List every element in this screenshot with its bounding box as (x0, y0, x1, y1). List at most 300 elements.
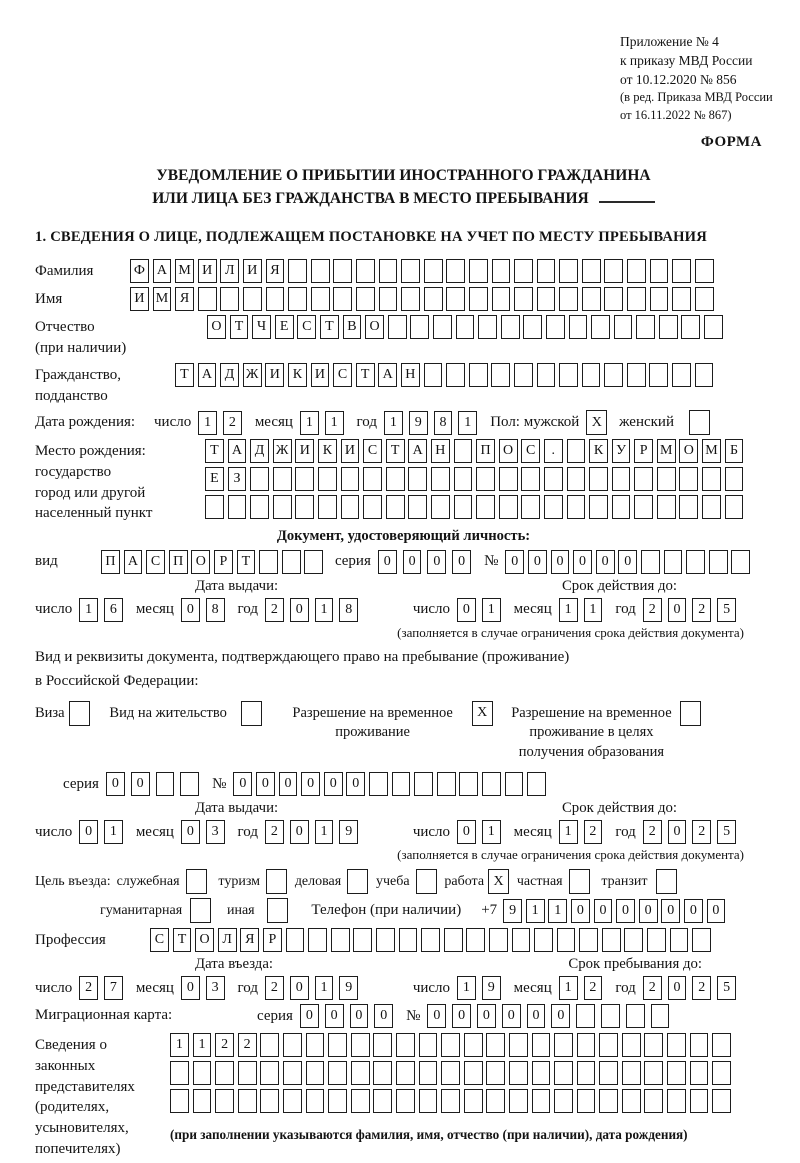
form-cell[interactable] (215, 1061, 234, 1085)
form-cell[interactable] (363, 495, 382, 519)
form-cell[interactable] (679, 467, 698, 491)
form-cell[interactable] (441, 1089, 460, 1113)
form-cell[interactable]: 0 (403, 550, 422, 574)
form-cell[interactable]: О (195, 928, 214, 952)
form-cell[interactable] (527, 772, 546, 796)
form-cell[interactable] (657, 467, 676, 491)
form-cell[interactable] (695, 259, 714, 283)
form-cell[interactable]: Т (237, 550, 256, 574)
form-cell[interactable] (341, 495, 360, 519)
form-cell[interactable] (260, 1033, 279, 1057)
form-cell[interactable] (567, 439, 586, 463)
form-cell[interactable] (589, 495, 608, 519)
form-cell[interactable] (424, 259, 443, 283)
form-cell[interactable]: 1 (79, 598, 98, 622)
form-cell[interactable] (604, 287, 623, 311)
form-cell[interactable] (353, 928, 372, 952)
form-cell[interactable] (286, 928, 305, 952)
form-cell[interactable] (680, 701, 701, 726)
form-cell[interactable] (476, 495, 495, 519)
form-cell[interactable] (537, 259, 556, 283)
form-cell[interactable]: 2 (692, 976, 711, 1000)
form-cell[interactable]: П (169, 550, 188, 574)
form-cell[interactable] (373, 1089, 392, 1113)
form-cell[interactable]: М (175, 259, 194, 283)
form-cell[interactable]: Е (205, 467, 224, 491)
form-cell[interactable]: 2 (223, 411, 242, 435)
form-cell[interactable]: Р (263, 928, 282, 952)
form-cell[interactable] (577, 1089, 596, 1113)
form-cell[interactable] (577, 1033, 596, 1057)
form-cell[interactable] (486, 1033, 505, 1057)
form-cell[interactable] (363, 467, 382, 491)
form-cell[interactable] (582, 259, 601, 283)
form-cell[interactable] (419, 1061, 438, 1085)
form-cell[interactable] (273, 495, 292, 519)
form-cell[interactable] (190, 898, 211, 923)
form-cell[interactable] (308, 928, 327, 952)
form-cell[interactable] (238, 1061, 257, 1085)
form-cell[interactable]: 1 (584, 598, 603, 622)
form-cell[interactable]: 0 (668, 976, 687, 1000)
form-cell[interactable] (259, 550, 278, 574)
form-cell[interactable]: Я (240, 928, 259, 952)
form-cell[interactable] (644, 1033, 663, 1057)
form-cell[interactable] (311, 259, 330, 283)
form-cell[interactable]: С (363, 439, 382, 463)
form-cell[interactable] (356, 287, 375, 311)
form-cell[interactable] (544, 467, 563, 491)
form-cell[interactable] (228, 495, 247, 519)
form-cell[interactable]: Т (173, 928, 192, 952)
form-cell[interactable] (288, 287, 307, 311)
form-cell[interactable]: Ч (252, 315, 271, 339)
form-cell[interactable]: 0 (502, 1004, 521, 1028)
form-cell[interactable]: 2 (238, 1033, 257, 1057)
form-cell[interactable] (622, 1033, 641, 1057)
form-cell[interactable] (295, 495, 314, 519)
form-cell[interactable]: 6 (104, 598, 123, 622)
form-cell[interactable] (501, 315, 520, 339)
form-cell[interactable]: X (586, 410, 607, 435)
form-cell[interactable] (414, 772, 433, 796)
form-cell[interactable] (273, 467, 292, 491)
form-cell[interactable]: Д (220, 363, 239, 387)
form-cell[interactable] (582, 287, 601, 311)
form-cell[interactable]: 9 (339, 820, 358, 844)
form-cell[interactable]: 0 (79, 820, 98, 844)
form-cell[interactable] (559, 287, 578, 311)
form-cell[interactable] (589, 467, 608, 491)
form-cell[interactable] (241, 701, 262, 726)
form-cell[interactable] (260, 1089, 279, 1113)
form-cell[interactable]: 0 (527, 1004, 546, 1028)
form-cell[interactable]: 0 (290, 976, 309, 1000)
form-cell[interactable] (351, 1061, 370, 1085)
form-cell[interactable] (260, 1061, 279, 1085)
form-cell[interactable] (644, 1061, 663, 1085)
form-cell[interactable]: 1 (482, 820, 501, 844)
form-cell[interactable] (333, 259, 352, 283)
form-cell[interactable]: Т (175, 363, 194, 387)
form-cell[interactable] (431, 467, 450, 491)
form-cell[interactable] (731, 550, 750, 574)
form-cell[interactable]: 0 (661, 899, 680, 923)
form-cell[interactable] (577, 1061, 596, 1085)
form-cell[interactable]: 2 (215, 1033, 234, 1057)
form-cell[interactable] (557, 928, 576, 952)
form-cell[interactable] (537, 287, 556, 311)
form-cell[interactable]: Т (386, 439, 405, 463)
form-cell[interactable] (198, 287, 217, 311)
form-cell[interactable] (250, 495, 269, 519)
form-cell[interactable]: И (130, 287, 149, 311)
form-cell[interactable] (401, 259, 420, 283)
form-cell[interactable] (509, 1033, 528, 1057)
form-cell[interactable]: 5 (717, 976, 736, 1000)
form-cell[interactable] (250, 467, 269, 491)
form-cell[interactable] (386, 495, 405, 519)
form-cell[interactable]: 1 (457, 976, 476, 1000)
form-cell[interactable] (266, 869, 287, 894)
form-cell[interactable]: 0 (233, 772, 252, 796)
form-cell[interactable]: 5 (717, 820, 736, 844)
form-cell[interactable]: Ф (130, 259, 149, 283)
form-cell[interactable] (421, 928, 440, 952)
form-cell[interactable] (446, 363, 465, 387)
form-cell[interactable]: 1 (198, 411, 217, 435)
form-cell[interactable] (554, 1033, 573, 1057)
form-cell[interactable]: И (295, 439, 314, 463)
form-cell[interactable] (170, 1061, 189, 1085)
form-cell[interactable] (509, 1089, 528, 1113)
form-cell[interactable] (601, 1004, 620, 1028)
form-cell[interactable] (624, 928, 643, 952)
form-cell[interactable] (532, 1089, 551, 1113)
form-cell[interactable]: Т (205, 439, 224, 463)
form-cell[interactable] (476, 467, 495, 491)
form-cell[interactable]: 0 (346, 772, 365, 796)
form-cell[interactable]: П (476, 439, 495, 463)
form-cell[interactable] (446, 287, 465, 311)
form-cell[interactable] (690, 1061, 709, 1085)
form-cell[interactable] (521, 467, 540, 491)
form-cell[interactable] (441, 1033, 460, 1057)
form-cell[interactable] (396, 1061, 415, 1085)
form-cell[interactable]: 9 (482, 976, 501, 1000)
form-cell[interactable]: 0 (618, 550, 637, 574)
form-cell[interactable] (514, 259, 533, 283)
form-cell[interactable] (283, 1089, 302, 1113)
form-cell[interactable]: Я (266, 259, 285, 283)
form-cell[interactable] (267, 898, 288, 923)
form-cell[interactable]: 0 (324, 772, 343, 796)
form-cell[interactable]: 2 (265, 820, 284, 844)
form-cell[interactable]: 0 (639, 899, 658, 923)
form-cell[interactable] (512, 928, 531, 952)
form-cell[interactable] (667, 1089, 686, 1113)
form-cell[interactable]: 0 (477, 1004, 496, 1028)
form-cell[interactable]: Е (275, 315, 294, 339)
form-cell[interactable]: 0 (457, 820, 476, 844)
form-cell[interactable]: О (191, 550, 210, 574)
form-cell[interactable] (689, 410, 710, 435)
form-cell[interactable]: З (228, 467, 247, 491)
form-cell[interactable]: 0 (378, 550, 397, 574)
form-cell[interactable] (532, 1033, 551, 1057)
form-cell[interactable]: 1 (193, 1033, 212, 1057)
form-cell[interactable]: 2 (79, 976, 98, 1000)
form-cell[interactable] (180, 772, 199, 796)
form-cell[interactable] (569, 869, 590, 894)
form-cell[interactable] (306, 1061, 325, 1085)
form-cell[interactable] (554, 1089, 573, 1113)
form-cell[interactable]: С (297, 315, 316, 339)
form-cell[interactable]: Ж (273, 439, 292, 463)
form-cell[interactable]: 0 (106, 772, 125, 796)
form-cell[interactable]: 9 (409, 411, 428, 435)
form-cell[interactable] (514, 363, 533, 387)
form-cell[interactable]: 0 (684, 899, 703, 923)
form-cell[interactable] (614, 315, 633, 339)
form-cell[interactable] (399, 928, 418, 952)
form-cell[interactable]: 1 (548, 899, 567, 923)
form-cell[interactable] (464, 1061, 483, 1085)
form-cell[interactable] (604, 363, 623, 387)
form-cell[interactable]: Л (218, 928, 237, 952)
form-cell[interactable]: А (153, 259, 172, 283)
form-cell[interactable]: П (101, 550, 120, 574)
form-cell[interactable] (318, 467, 337, 491)
form-cell[interactable]: У (612, 439, 631, 463)
form-cell[interactable] (579, 928, 598, 952)
form-cell[interactable]: 0 (573, 550, 592, 574)
form-cell[interactable] (690, 1089, 709, 1113)
form-cell[interactable]: 0 (427, 1004, 446, 1028)
form-cell[interactable] (306, 1089, 325, 1113)
form-cell[interactable] (376, 928, 395, 952)
form-cell[interactable]: К (318, 439, 337, 463)
form-cell[interactable] (649, 363, 668, 387)
form-cell[interactable] (712, 1089, 731, 1113)
form-cell[interactable] (695, 363, 714, 387)
form-cell[interactable] (634, 467, 653, 491)
form-cell[interactable]: 1 (559, 820, 578, 844)
form-cell[interactable] (567, 467, 586, 491)
form-cell[interactable]: М (702, 439, 721, 463)
form-cell[interactable] (659, 315, 678, 339)
form-cell[interactable] (396, 1089, 415, 1113)
form-cell[interactable] (656, 869, 677, 894)
form-cell[interactable] (702, 467, 721, 491)
form-cell[interactable]: 1 (559, 598, 578, 622)
form-cell[interactable] (424, 363, 443, 387)
form-cell[interactable]: И (311, 363, 330, 387)
form-cell[interactable] (193, 1089, 212, 1113)
form-cell[interactable]: 8 (434, 411, 453, 435)
form-cell[interactable] (482, 772, 501, 796)
form-cell[interactable] (243, 287, 262, 311)
form-cell[interactable] (416, 869, 437, 894)
form-cell[interactable] (492, 287, 511, 311)
form-cell[interactable] (351, 1089, 370, 1113)
form-cell[interactable]: 0 (596, 550, 615, 574)
form-cell[interactable] (306, 1033, 325, 1057)
form-cell[interactable]: Я (175, 287, 194, 311)
form-cell[interactable]: 2 (692, 598, 711, 622)
form-cell[interactable]: 0 (551, 550, 570, 574)
form-cell[interactable] (466, 928, 485, 952)
form-cell[interactable] (311, 287, 330, 311)
form-cell[interactable] (599, 1061, 618, 1085)
form-cell[interactable] (695, 287, 714, 311)
form-cell[interactable]: 0 (594, 899, 613, 923)
form-cell[interactable]: 0 (707, 899, 726, 923)
form-cell[interactable]: 0 (325, 1004, 344, 1028)
form-cell[interactable] (670, 928, 689, 952)
form-cell[interactable] (544, 495, 563, 519)
form-cell[interactable]: 9 (503, 899, 522, 923)
form-cell[interactable] (444, 928, 463, 952)
form-cell[interactable]: 0 (374, 1004, 393, 1028)
form-cell[interactable]: А (198, 363, 217, 387)
form-cell[interactable]: 0 (427, 550, 446, 574)
form-cell[interactable]: X (488, 869, 509, 894)
form-cell[interactable] (602, 928, 621, 952)
form-cell[interactable]: Д (250, 439, 269, 463)
form-cell[interactable] (686, 550, 705, 574)
form-cell[interactable]: О (365, 315, 384, 339)
form-cell[interactable] (408, 495, 427, 519)
form-cell[interactable] (612, 495, 631, 519)
form-cell[interactable] (373, 1033, 392, 1057)
form-cell[interactable]: 0 (452, 550, 471, 574)
form-cell[interactable]: 2 (265, 598, 284, 622)
form-cell[interactable]: 0 (528, 550, 547, 574)
form-cell[interactable] (446, 259, 465, 283)
form-cell[interactable]: 0 (668, 820, 687, 844)
form-cell[interactable]: 0 (457, 598, 476, 622)
form-cell[interactable] (650, 259, 669, 283)
form-cell[interactable] (410, 315, 429, 339)
form-cell[interactable] (441, 1061, 460, 1085)
form-cell[interactable] (664, 550, 683, 574)
form-cell[interactable] (725, 467, 744, 491)
form-cell[interactable] (328, 1061, 347, 1085)
form-cell[interactable] (433, 315, 452, 339)
form-cell[interactable]: Р (214, 550, 233, 574)
form-cell[interactable] (304, 550, 323, 574)
form-cell[interactable] (454, 439, 473, 463)
form-cell[interactable] (328, 1033, 347, 1057)
form-cell[interactable]: 9 (339, 976, 358, 1000)
form-cell[interactable]: 1 (559, 976, 578, 1000)
form-cell[interactable] (559, 259, 578, 283)
form-cell[interactable] (627, 287, 646, 311)
form-cell[interactable]: 3 (206, 976, 225, 1000)
form-cell[interactable]: 8 (339, 598, 358, 622)
form-cell[interactable] (369, 772, 388, 796)
form-cell[interactable]: 0 (616, 899, 635, 923)
form-cell[interactable] (627, 259, 646, 283)
form-cell[interactable] (469, 259, 488, 283)
form-cell[interactable] (379, 259, 398, 283)
form-cell[interactable] (641, 550, 660, 574)
form-cell[interactable] (341, 467, 360, 491)
form-cell[interactable] (193, 1061, 212, 1085)
form-cell[interactable]: 1 (458, 411, 477, 435)
form-cell[interactable]: Т (230, 315, 249, 339)
form-cell[interactable] (459, 772, 478, 796)
form-cell[interactable] (392, 772, 411, 796)
form-cell[interactable]: 0 (181, 976, 200, 1000)
form-cell[interactable] (634, 495, 653, 519)
form-cell[interactable] (591, 315, 610, 339)
form-cell[interactable]: 8 (206, 598, 225, 622)
form-cell[interactable] (709, 550, 728, 574)
form-cell[interactable]: Т (320, 315, 339, 339)
form-cell[interactable] (672, 259, 691, 283)
form-cell[interactable]: 1 (526, 899, 545, 923)
form-cell[interactable] (491, 363, 510, 387)
form-cell[interactable] (69, 701, 90, 726)
form-cell[interactable] (647, 928, 666, 952)
form-cell[interactable]: И (198, 259, 217, 283)
form-cell[interactable] (537, 363, 556, 387)
form-cell[interactable] (408, 467, 427, 491)
form-cell[interactable]: 0 (505, 550, 524, 574)
form-cell[interactable] (681, 315, 700, 339)
form-cell[interactable] (667, 1061, 686, 1085)
form-cell[interactable]: 1 (315, 976, 334, 1000)
form-cell[interactable] (419, 1033, 438, 1057)
form-cell[interactable] (295, 467, 314, 491)
form-cell[interactable]: 5 (717, 598, 736, 622)
form-cell[interactable] (523, 315, 542, 339)
form-cell[interactable] (604, 259, 623, 283)
form-cell[interactable] (532, 1061, 551, 1085)
form-cell[interactable]: 0 (301, 772, 320, 796)
form-cell[interactable]: С (521, 439, 540, 463)
form-cell[interactable]: И (341, 439, 360, 463)
form-cell[interactable] (283, 1033, 302, 1057)
form-cell[interactable] (328, 1089, 347, 1113)
form-cell[interactable]: 1 (384, 411, 403, 435)
form-cell[interactable] (331, 928, 350, 952)
form-cell[interactable]: К (589, 439, 608, 463)
form-cell[interactable] (170, 1089, 189, 1113)
form-cell[interactable] (469, 363, 488, 387)
form-cell[interactable] (657, 495, 676, 519)
form-cell[interactable]: М (153, 287, 172, 311)
form-cell[interactable]: 0 (551, 1004, 570, 1028)
form-cell[interactable] (514, 287, 533, 311)
form-cell[interactable]: 0 (181, 820, 200, 844)
form-cell[interactable] (627, 363, 646, 387)
form-cell[interactable] (499, 495, 518, 519)
form-cell[interactable] (492, 259, 511, 283)
form-cell[interactable]: И (243, 259, 262, 283)
form-cell[interactable] (288, 259, 307, 283)
form-cell[interactable] (356, 259, 375, 283)
form-cell[interactable] (690, 1033, 709, 1057)
form-cell[interactable] (437, 772, 456, 796)
form-cell[interactable] (582, 363, 601, 387)
form-cell[interactable]: 1 (315, 820, 334, 844)
form-cell[interactable] (702, 495, 721, 519)
form-cell[interactable] (569, 315, 588, 339)
form-cell[interactable] (388, 315, 407, 339)
